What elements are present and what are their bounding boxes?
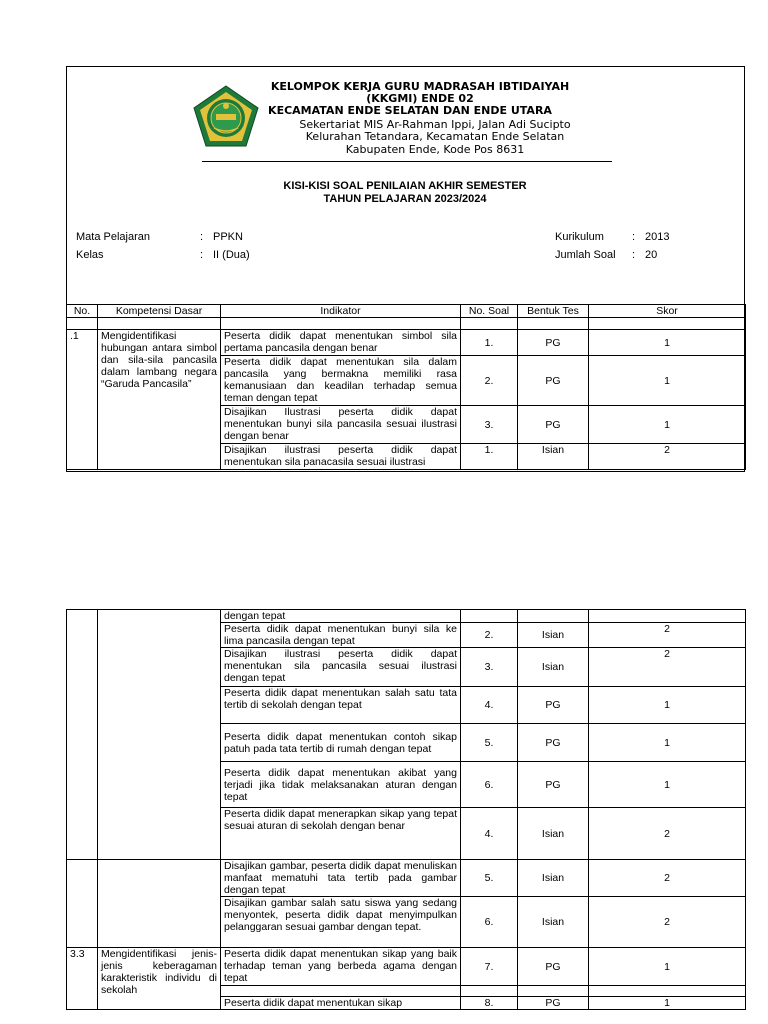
jumlah-soal-label: Jumlah Soal [555, 249, 616, 261]
table-row [67, 948, 746, 986]
table-header-row [67, 305, 746, 318]
skor-cell: 1 [589, 762, 746, 808]
skor-cell: 1 [589, 406, 746, 444]
spacer-cell [67, 318, 98, 330]
skor-cell: 2 [589, 808, 746, 860]
kelas-label: Kelas [76, 249, 104, 261]
indikator-cell: Peserta didik dapat menentukan sikap yang baik terhadap teman yang berbeda agama dengan tepat [221, 948, 461, 986]
jumlah-soal-value: 20 [645, 249, 658, 261]
kurikulum-colon: : [632, 231, 636, 243]
no-soal-cell: 1. [461, 330, 518, 356]
indikator-cell: Disajikan Ilustrasi peserta didik dapat menentukan bunyi sila pancasila sesuai ilustrasi dengan benar [221, 406, 461, 444]
no-soal-cell: 3. [461, 648, 518, 687]
indikator-cell: Peserta didik dapat menentukan sila dalam pancasila yang bermakna memiliki rasa kemanusiaan dan keadilan terhadap semua teman dengan tepat [221, 356, 461, 406]
col-header-no-soal: No. Soal [461, 305, 518, 318]
kisi-kisi-table-page2 [66, 609, 746, 1010]
org-name-line3: KECAMATAN ENDE SELATAN DAN ENDE UTARA [268, 104, 552, 117]
kurikulum-value: 2013 [645, 231, 670, 243]
no-soal-cell: 5. [461, 860, 518, 897]
kd-text: Mengidentifikasi jenis-jenis keberagaman karakteristik individu di sekolah [98, 948, 221, 1010]
kurikulum-label: Kurikulum [555, 231, 604, 243]
indikator-cell: dengan tepat [221, 610, 461, 623]
kd-number: .1 [67, 330, 98, 470]
no-soal-cell: 1. [461, 444, 518, 470]
col-header-no: No. [67, 305, 98, 318]
address-line3: Kabupaten Ende, Kode Pos 8631 [345, 143, 525, 156]
spacer-cell [98, 318, 221, 330]
kd-number-empty [67, 610, 98, 860]
kd-number: 3.3 [67, 948, 98, 1010]
jumlah-soal-colon: : [632, 249, 636, 261]
no-soal-cell: 6. [461, 897, 518, 948]
no-soal-cell: 6. [461, 762, 518, 808]
doc-title-line2: TAHUN PELAJARAN 2023/2024 [323, 193, 487, 205]
bentuk-cell: Isian [518, 897, 589, 948]
bentuk-cell: PG [518, 330, 589, 356]
skor-cell: 1 [589, 997, 746, 1010]
bentuk-cell [518, 986, 589, 997]
indikator-cell: Peserta didik dapat menerapkan sikap yang tepat sesuai aturan di sekolah dengan benar [221, 808, 461, 860]
no-soal-cell: 4. [461, 687, 518, 724]
skor-cell: 1 [589, 948, 746, 986]
indikator-cell: Peserta didik dapat menentukan salah satu tata tertib di sekolah dengan tepat [221, 687, 461, 724]
indikator-cell: Peserta didik dapat menentukan simbol sila pertama pancasila dengan benar [221, 330, 461, 356]
address-line2: Kelurahan Tetandara, Kecamatan Ende Selatan [305, 130, 565, 143]
bentuk-cell: PG [518, 997, 589, 1010]
indikator-cell: Disajikan gambar, peserta didik dapat menuliskan manfaat mematuhi tata tertib pada gambar dengan tepat [221, 860, 461, 897]
no-soal-cell: 8. [461, 997, 518, 1010]
org-name-line1: KELOMPOK KERJA GURU MADRASAH IBTIDAIYAH [270, 80, 570, 93]
skor-cell: 2 [589, 444, 746, 470]
no-soal-cell [461, 986, 518, 997]
col-header-skor: Skor [589, 305, 746, 318]
skor-cell: 2 [589, 648, 746, 687]
indikator-cell: Peserta didik dapat menentukan akibat yang terjadi jika tidak melaksanakan aturan dengan tepat [221, 762, 461, 808]
table-row [67, 860, 746, 897]
address-line1: Sekertariat MIS Ar-Rahman Ippi, Jalan Adi Sucipto [299, 118, 571, 131]
bentuk-cell: PG [518, 724, 589, 762]
bentuk-cell: Isian [518, 623, 589, 648]
bentuk-cell: Isian [518, 860, 589, 897]
bentuk-cell: PG [518, 406, 589, 444]
spacer-cell [461, 318, 518, 330]
kd-text-empty [98, 860, 221, 948]
bentuk-cell: PG [518, 356, 589, 406]
skor-cell: 1 [589, 356, 746, 406]
mapel-colon: : [200, 231, 204, 243]
skor-cell: 1 [589, 724, 746, 762]
bentuk-cell: PG [518, 762, 589, 808]
skor-cell: 2 [589, 897, 746, 948]
mapel-label: Mata Pelajaran [76, 231, 150, 243]
bentuk-cell: Isian [518, 444, 589, 470]
col-header-indikator: Indikator [221, 305, 461, 318]
no-soal-cell: 5. [461, 724, 518, 762]
no-soal-cell: 3. [461, 406, 518, 444]
skor-cell [589, 986, 746, 997]
bentuk-cell: Isian [518, 648, 589, 687]
kisi-kisi-table-page1 [66, 304, 746, 470]
kelas-value: II (Dua) [213, 249, 250, 261]
col-header-kd: Kompetensi Dasar [98, 305, 221, 318]
col-header-bentuk: Bentuk Tes [518, 305, 589, 318]
skor-cell: 1 [589, 687, 746, 724]
no-soal-cell: 7. [461, 948, 518, 986]
mapel-value: PPKN [213, 231, 243, 243]
indikator-cell: Peserta didik dapat menentukan sikap [221, 997, 461, 1010]
indikator-cell: Peserta didik dapat menentukan contoh sikap patuh pada tata tertib di rumah dengan tepat [221, 724, 461, 762]
bentuk-cell: PG [518, 687, 589, 724]
kd-text-empty [98, 610, 221, 860]
indikator-cell: Disajikan ilustrasi peserta didik dapat menentukan sila pancasila sesuai ilustrasi dengan tepat [221, 648, 461, 687]
no-soal-cell: 2. [461, 356, 518, 406]
spacer-cell [221, 318, 461, 330]
spacer-cell [589, 318, 746, 330]
kelas-colon: : [200, 249, 204, 261]
indikator-cell: Peserta didik dapat menentukan bunyi sila ke lima pancasila dengan tepat [221, 623, 461, 648]
table-row [67, 330, 746, 356]
skor-cell: 2 [589, 623, 746, 648]
no-soal-cell: 2. [461, 623, 518, 648]
header-divider [202, 161, 612, 162]
spacer-cell [518, 318, 589, 330]
table-row [67, 610, 746, 623]
kd-number-empty [67, 860, 98, 948]
bentuk-cell [518, 610, 589, 623]
kd-text: Mengidentifikasi hubungan antara simbol dan sila-sila pancasila dalam lambang negara “Garuda Pancasila” [98, 330, 221, 470]
no-soal-cell [461, 610, 518, 623]
skor-cell: 1 [589, 330, 746, 356]
skor-cell: 2 [589, 860, 746, 897]
indikator-cell [221, 986, 461, 997]
doc-title-line1: KISI-KISI SOAL PENILAIAN AKHIR SEMESTER [283, 180, 527, 192]
indikator-cell: Disajikan ilustrasi peserta didik dapat menentukan sila panacasila sesuai ilustrasi [221, 444, 461, 470]
skor-cell [589, 610, 746, 623]
org-name-line2: (KKGMI) ENDE 02 [366, 92, 474, 105]
table-spacer-row [67, 318, 746, 330]
bentuk-cell: Isian [518, 808, 589, 860]
no-soal-cell: 4. [461, 808, 518, 860]
bentuk-cell: PG [518, 948, 589, 986]
indikator-cell: Disajikan gambar salah satu siswa yang sedang menyontek, peserta didik dapat menyimpulkan pelanggaran sesuai gambar dengan tepat. [221, 897, 461, 948]
